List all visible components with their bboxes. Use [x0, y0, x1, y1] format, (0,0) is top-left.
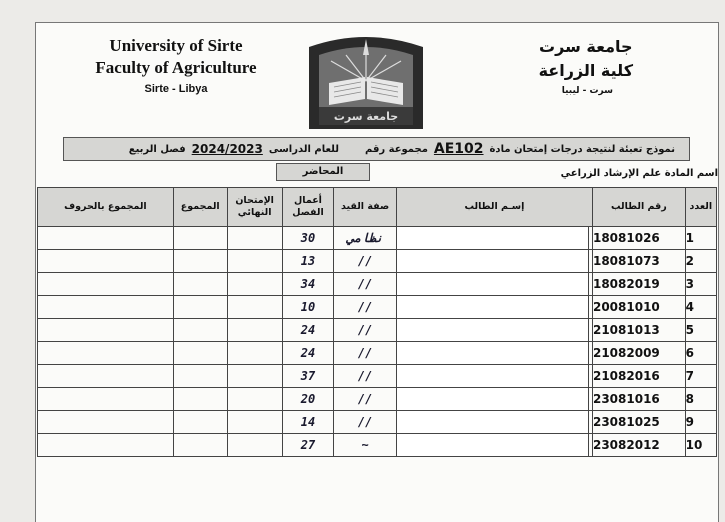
grades-table	[37, 187, 717, 457]
student-id: 21081013	[592, 319, 685, 342]
table-row	[38, 227, 717, 250]
table-row	[38, 434, 717, 457]
row-number: 2	[685, 250, 716, 273]
total-cell	[173, 342, 227, 365]
coursework-mark: 20	[282, 388, 334, 411]
logo-text: جامعة سرت	[333, 110, 399, 123]
final-cell	[227, 388, 282, 411]
table-row	[38, 250, 717, 273]
total-cell	[173, 434, 227, 457]
row-number: 10	[685, 434, 716, 457]
total-words-cell	[38, 250, 174, 273]
row-number: 5	[685, 319, 716, 342]
coursework-mark: 37	[282, 365, 334, 388]
row-number: 3	[685, 273, 716, 296]
row-number: 1	[685, 227, 716, 250]
student-id: 18081073	[592, 250, 685, 273]
student-name-cell	[396, 227, 588, 250]
enrollment-status: نظامي	[334, 227, 397, 250]
total-cell	[173, 411, 227, 434]
coursework-mark: 13	[282, 250, 334, 273]
student-name-cell	[396, 434, 588, 457]
total-cell	[173, 227, 227, 250]
final-cell	[227, 250, 282, 273]
lecturer-label: المحاضر	[276, 163, 370, 181]
student-name-cell	[396, 250, 588, 273]
form-title: نموذج تعبئة لنتيجة درجات إمتحان مادة	[489, 143, 675, 155]
final-cell	[227, 296, 282, 319]
final-cell	[227, 227, 282, 250]
final-cell	[227, 411, 282, 434]
final-cell	[227, 342, 282, 365]
arabic-header	[539, 35, 633, 83]
group-label: مجموعة رقم	[365, 143, 428, 155]
final-cell	[227, 365, 282, 388]
university-name-en: University of Sirte	[109, 36, 243, 55]
enrollment-status: //	[334, 388, 397, 411]
student-id: 20081010	[592, 296, 685, 319]
enrollment-status: //	[334, 365, 397, 388]
row-number: 7	[685, 365, 716, 388]
header-total: المجموع	[173, 188, 227, 227]
total-words-cell	[38, 227, 174, 250]
enrollment-status: ~	[334, 434, 397, 457]
total-cell	[173, 273, 227, 296]
total-cell	[173, 388, 227, 411]
header-coursework: أعمال الفصل	[282, 188, 334, 227]
header-student-name: إسـم الطالب	[396, 188, 592, 227]
coursework-mark: 30	[282, 227, 334, 250]
subject-name: علم الإرشاد الزراعي	[560, 168, 662, 179]
total-words-cell	[38, 342, 174, 365]
total-words-cell	[38, 411, 174, 434]
exam-info-bar	[63, 137, 690, 161]
total-words-cell	[38, 365, 174, 388]
row-number: 8	[685, 388, 716, 411]
total-cell	[173, 319, 227, 342]
student-name-cell	[396, 342, 588, 365]
student-name-cell	[396, 319, 588, 342]
student-id: 18082019	[592, 273, 685, 296]
coursework-mark: 24	[282, 342, 334, 365]
coursework-mark: 34	[282, 273, 334, 296]
total-words-cell	[38, 273, 174, 296]
total-words-cell	[38, 388, 174, 411]
enrollment-status: //	[334, 273, 397, 296]
total-cell	[173, 250, 227, 273]
total-words-cell	[38, 296, 174, 319]
coursework-mark: 10	[282, 296, 334, 319]
student-id: 21082016	[592, 365, 685, 388]
student-name-cell	[396, 273, 588, 296]
row-number: 4	[685, 296, 716, 319]
table-row	[38, 273, 717, 296]
total-cell	[173, 296, 227, 319]
header-final: الإمتحان النهائي	[227, 188, 282, 227]
header-total-words: المجموع بالحروف	[38, 188, 174, 227]
header-status: صفة القيد	[334, 188, 397, 227]
english-header	[76, 35, 276, 79]
final-cell	[227, 434, 282, 457]
subject-line	[561, 168, 718, 179]
enrollment-status: //	[334, 250, 397, 273]
enrollment-status: //	[334, 411, 397, 434]
row-number: 6	[685, 342, 716, 365]
total-words-cell	[38, 319, 174, 342]
term-label: فصل الربيع	[128, 143, 186, 155]
student-id: 23082012	[592, 434, 685, 457]
table-row	[38, 388, 717, 411]
header-number: العدد	[685, 188, 716, 227]
student-id: 21082009	[592, 342, 685, 365]
student-name-cell	[396, 296, 588, 319]
year-label: للعام الدراسى	[268, 143, 339, 155]
city-ar: سرت - ليبيا	[561, 86, 613, 96]
final-cell	[227, 319, 282, 342]
total-cell	[173, 365, 227, 388]
academic-year: 2024/2023	[191, 142, 263, 156]
grade-sheet	[35, 22, 719, 522]
subject-label: اسم المادة	[664, 168, 718, 179]
total-words-cell	[38, 434, 174, 457]
student-id: 18081026	[592, 227, 685, 250]
student-name-cell	[396, 365, 588, 388]
table-row	[38, 342, 717, 365]
enrollment-status: //	[334, 319, 397, 342]
header-student-id: رقم الطالب	[592, 188, 685, 227]
table-row	[38, 319, 717, 342]
university-name-ar: جامعة سرت	[539, 37, 633, 56]
table-row	[38, 296, 717, 319]
final-cell	[227, 273, 282, 296]
student-id: 23081025	[592, 411, 685, 434]
faculty-name-en: Faculty of Agriculture	[95, 58, 257, 77]
coursework-mark: 24	[282, 319, 334, 342]
coursework-mark: 27	[282, 434, 334, 457]
enrollment-status: //	[334, 296, 397, 319]
enrollment-status: //	[334, 342, 397, 365]
table-row	[38, 365, 717, 388]
student-name-cell	[396, 411, 588, 434]
university-logo	[301, 33, 431, 133]
coursework-mark: 14	[282, 411, 334, 434]
student-id: 23081016	[592, 388, 685, 411]
course-code: AE102	[433, 141, 484, 157]
student-name-cell	[396, 388, 588, 411]
row-number: 9	[685, 411, 716, 434]
city-en: Sirte - Libya	[144, 83, 208, 95]
table-row	[38, 411, 717, 434]
faculty-name-ar: كلية الزراعة	[538, 61, 633, 80]
